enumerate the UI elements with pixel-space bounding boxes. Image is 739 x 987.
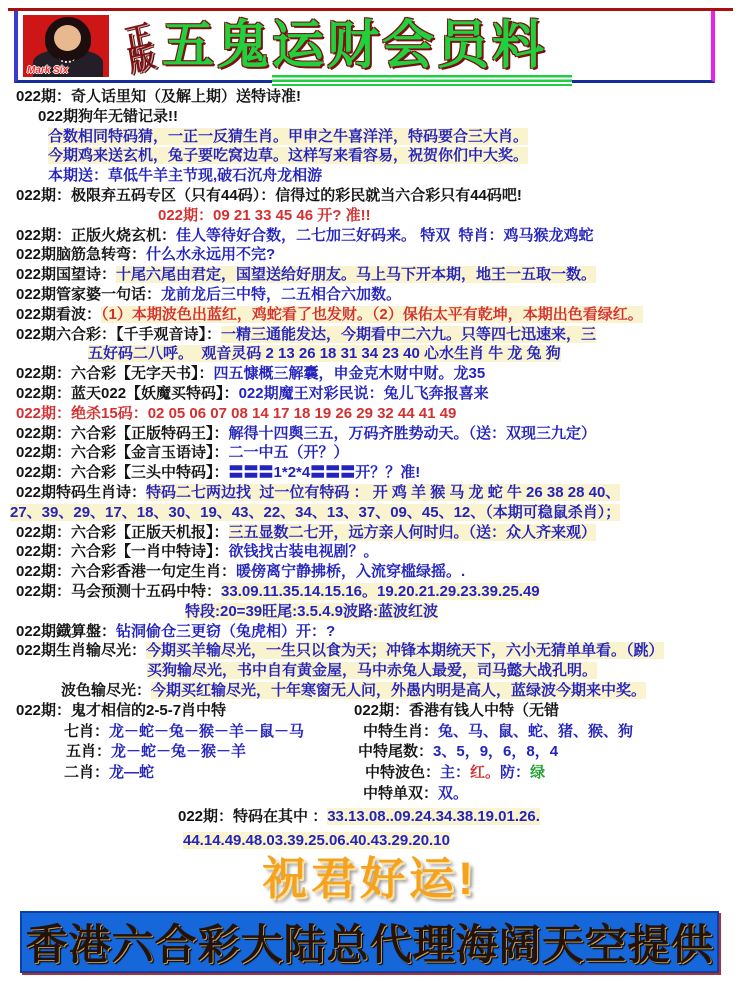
text-line xyxy=(0,602,739,622)
text-line xyxy=(0,661,739,681)
text-segment: 022期：正版火烧玄机： xyxy=(16,226,177,244)
text-line xyxy=(0,127,739,147)
text-segment: 绿 xyxy=(530,764,546,782)
text-segment: 欲钱找古装电视剧？。 xyxy=(228,543,379,561)
text-segment: 〓〓〓1*2*4〓〓〓开？？准! xyxy=(228,464,421,482)
text-line xyxy=(0,424,739,444)
text-segment: 27、39、29、17、18、30、19、43、22、34、13、37、09、45、12、（本期可稳鼠杀肖）； xyxy=(10,503,621,521)
text-line xyxy=(0,523,739,543)
text-segment: 龙－蛇－兔－猴－羊－鼠－马 xyxy=(109,722,305,740)
text-segment: 今期买羊输尽光，一生只以食为天；冲锋本期统天下，六小无猜单单看。（跳） xyxy=(146,642,664,660)
text-segment: 022期：六合彩【三头中特码】： xyxy=(16,464,229,482)
text-segment: 022期管家婆一句话： xyxy=(16,285,162,303)
text-segment: 022期：六合彩【正版天机报】： xyxy=(16,523,229,541)
text-segment: 五肖： xyxy=(66,743,112,761)
text-segment: 特码二七两边找 过一位有特码 ： 开 鸡 羊 猴 马 龙 蛇 牛 26 38 28 40、 xyxy=(146,483,621,501)
text-segment: 今期买红输尽光，十年寒窗无人问，外愚内明是高人，蓝绿波今期来中奖。 xyxy=(151,681,647,699)
text-segment: 022期：09 21 33 45 46 开? 准!! xyxy=(158,206,371,224)
column-right-cell xyxy=(354,701,559,722)
text-segment: 022期特码生肖诗： xyxy=(16,483,147,501)
column-right-cell xyxy=(354,722,633,743)
photo-figure-necklace xyxy=(59,53,75,63)
text-line xyxy=(0,463,739,483)
column-left-cell xyxy=(16,701,354,722)
text-line xyxy=(0,107,739,127)
text-segment: 中特单双： xyxy=(363,784,439,802)
text-line xyxy=(0,146,739,166)
photo-caption: Mark Six xyxy=(27,64,69,76)
text-segment: 022期脑筋急转弯： xyxy=(16,246,147,264)
text-segment: 022期：六合彩香港一句定生肖： xyxy=(16,563,237,581)
text-segment: 解得十四舆三五，万码齐胜势动天。（送：双现三九定） xyxy=(228,424,597,442)
text-segment: 十尾六尾由君定，国望送给好朋友。马上马下开本期，地王一五取一数。 xyxy=(116,266,597,284)
text-segment: 四五慷概三解囊，申金克木财中财。龙35 xyxy=(213,365,486,383)
text-line xyxy=(0,206,739,226)
text-segment: 暖傍离宁静拂桥，入流穿槛绿摇。. xyxy=(236,563,466,581)
text-segment: 3、5，9，6，8，4 xyxy=(433,743,559,761)
closing-lines xyxy=(0,805,739,853)
text-line xyxy=(0,443,739,463)
tipster-photo xyxy=(23,15,109,77)
photo-figure-face xyxy=(54,25,81,51)
text-segment: 本期送：草低牛羊主节现,破石沉舟龙相游 xyxy=(48,167,323,185)
text-line xyxy=(0,641,739,661)
column-row xyxy=(0,701,739,722)
text-segment: 022期：极限弃五码专区（只有44码）：信得过的彩民就当六合彩只有44码吧! xyxy=(16,186,522,204)
text-segment: 兔、马、鼠、蛇、猪、猴、狗 xyxy=(438,722,634,740)
text-segment: 龙—蛇 xyxy=(109,764,155,782)
text-segment: 022期：六合彩【一肖中特诗】： xyxy=(16,543,229,561)
text-segment: 022期：六合彩【正版特码王】： xyxy=(16,424,229,442)
text-segment: 佳人等待好合数，二七加三好码来。 特双 特肖：鸡马猴龙鸡蛇 xyxy=(176,226,594,244)
text-segment: 龙前龙后三中特，二五相合六加数。 xyxy=(161,285,402,303)
text-segment: 022期六合彩：【千手观音诗】： xyxy=(16,325,222,343)
text-segment: 特段:20=39旺尾:3.5.4.9波路:蓝波红波 xyxy=(185,602,438,620)
text-segment: 022期鐡算盤： xyxy=(16,622,117,640)
column-row xyxy=(0,784,739,805)
text-segment: 中特尾数： xyxy=(358,743,434,761)
text-segment: 022期生肖输尽光： xyxy=(16,642,147,660)
text-segment: 红。 xyxy=(470,764,501,782)
text-line xyxy=(0,226,739,246)
text-line xyxy=(0,562,739,582)
footer-banner-text: 香港六合彩大陆总代理海阔天空提供 xyxy=(25,920,714,968)
tip-sheet-body xyxy=(0,83,739,853)
text-line xyxy=(0,681,739,701)
text-segment: 一精三通能发达，今期看中二六九。只等四七迅速来，三 xyxy=(221,325,597,343)
text-segment: 合数相同特码猜，一正一反猜生肖。甲申之牛喜洋洋，特码要合三大肖。 xyxy=(48,127,529,145)
page-title: 五鬼运财会员料 xyxy=(162,16,548,75)
text-line xyxy=(0,503,739,523)
text-line xyxy=(0,805,739,829)
text-line xyxy=(0,404,739,424)
column-row xyxy=(0,763,739,784)
text-segment: 022期：马会预测十五码中特： xyxy=(16,582,222,600)
text-segment: 022期：绝杀15码：02 05 06 07 08 14 17 18 19 26 29 32 44 41 49 xyxy=(16,404,457,422)
text-segment: 中特生肖： xyxy=(363,722,439,740)
text-line xyxy=(0,542,739,562)
text-line xyxy=(0,186,739,206)
text-line xyxy=(0,265,739,285)
main-lines xyxy=(0,87,739,701)
text-segment: 波色输尽光： xyxy=(61,681,152,699)
text-segment: 022期：六合彩【金言玉语诗】： xyxy=(16,444,229,462)
text-segment: 主： xyxy=(440,764,471,782)
text-segment: 44.14.49.48.03.39.25.06.40.43.29.20.10 xyxy=(183,831,450,849)
footer-banner xyxy=(20,911,719,973)
text-line xyxy=(0,622,739,642)
good-luck-text: 祝君好运! xyxy=(262,852,477,904)
text-segment: 022期：蓝天022【妖魔买特码】： xyxy=(16,384,239,402)
text-line xyxy=(0,245,739,265)
header xyxy=(14,11,715,83)
column-row xyxy=(0,722,739,743)
text-line xyxy=(0,364,739,384)
text-line xyxy=(0,344,739,364)
column-left-cell xyxy=(16,722,354,743)
text-line xyxy=(0,285,739,305)
text-segment: 022期：六合彩【无字天书】： xyxy=(16,365,214,383)
text-segment: 今期鸡来送玄机，兔子要吃窝边草。这样写来看容易，祝贺你们中大奖。 xyxy=(48,147,529,165)
text-segment: 33.09.11.35.14.15.16。19.20.21.29.23.39.25.49 xyxy=(221,582,540,600)
text-line xyxy=(0,582,739,602)
text-segment: 中特波色： xyxy=(365,764,441,782)
text-segment: 三五显数二七开，远方亲人何时归。（送：众人齐来观） xyxy=(228,523,597,541)
text-segment: 022期：特码在其中 ： xyxy=(178,807,328,825)
text-segment: 022期看波： xyxy=(16,305,102,323)
column-right-cell xyxy=(354,763,545,784)
text-line xyxy=(0,87,739,107)
text-segment: 022期国望诗： xyxy=(16,266,117,284)
text-segment: 二一中五（开？） xyxy=(228,444,349,462)
text-segment: 022期魔王对彩民说：兔儿飞奔报喜来 xyxy=(238,384,489,402)
two-column-section xyxy=(0,701,739,805)
text-segment: 双。 xyxy=(438,784,469,802)
text-segment: 二肖： xyxy=(64,764,110,782)
text-segment: （1）本期波色出蓝红，鸡蛇看了也发财。（2）保佑太平有乾坤，本期出色看绿红。 xyxy=(101,305,643,323)
column-row xyxy=(0,742,739,763)
text-segment: 买狗输尽光，书中自有黄金屋，马中赤兔人最爱，司马懿大战孔明。 xyxy=(147,662,598,680)
column-left-cell xyxy=(16,763,354,784)
text-segment: 五好码二八呼。 观音灵码 2 13 26 18 31 34 23 40 心水生肖 牛 龙 兔 狗 xyxy=(88,345,561,363)
text-segment: 022期：奇人话里知（及解上期）送特诗准! xyxy=(16,88,302,105)
title-wrap xyxy=(162,16,711,75)
title-underline xyxy=(272,75,572,86)
text-segment: 龙－蛇－兔－猴－羊 xyxy=(111,743,247,761)
text-segment: 什么水永远用不完? xyxy=(146,246,276,264)
text-line xyxy=(0,305,739,325)
column-right-cell xyxy=(354,784,468,805)
column-right-cell xyxy=(354,742,558,763)
text-line xyxy=(0,483,739,503)
column-left-cell xyxy=(16,742,354,763)
text-segment: 022期：香港有钱人中特（无错 xyxy=(354,701,560,719)
text-segment: 钻洞偷仓三更窃（兔虎相）开：? xyxy=(116,622,336,640)
text-segment: 022期：鬼才相信的2-5-7肖中特 xyxy=(16,701,227,719)
text-line xyxy=(0,166,739,186)
edition-mark: 正版 xyxy=(118,19,156,72)
text-segment: 防： xyxy=(500,764,531,782)
text-line xyxy=(0,325,739,345)
text-segment: 022期狗年无错记录!! xyxy=(38,107,179,125)
text-line xyxy=(0,829,739,853)
text-line xyxy=(0,384,739,404)
text-segment: 33.13.08..09.24.34.38.19.01.26. xyxy=(327,807,540,825)
text-segment: 七肖： xyxy=(64,722,110,740)
